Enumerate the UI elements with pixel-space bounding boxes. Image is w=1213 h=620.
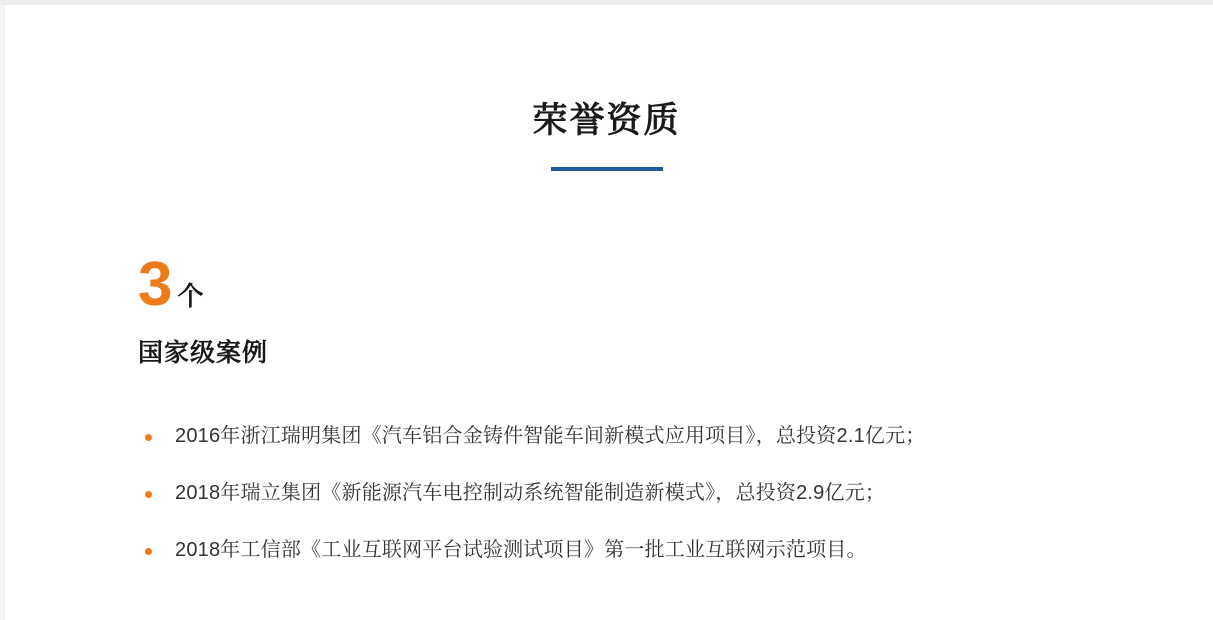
bullet-dot-icon xyxy=(145,491,152,498)
list-item xyxy=(145,537,1165,564)
bullet-dot-icon xyxy=(145,548,152,555)
stat-unit: 个 xyxy=(177,280,204,311)
stat-caption: 国家级案例 xyxy=(138,338,269,367)
stat-highlight xyxy=(138,250,269,369)
list-item-text: 2018年瑞立集团《新能源汽车电控制动系统智能制造新模式》，总投资2.9亿元； xyxy=(175,482,886,504)
bullet-list xyxy=(145,423,1165,594)
list-item-text: 2018年工信部《工业互联网平台试验测试项目》第一批工业互联网示范项目。 xyxy=(175,539,867,561)
list-item xyxy=(145,423,1165,450)
bullet-dot-icon xyxy=(145,434,152,441)
list-item-text: 2016年浙江瑞明集团《汽车铝合金铸件智能车间新模式应用项目》，总投资2.1亿元； xyxy=(175,425,926,447)
title-underline-rule xyxy=(551,167,663,171)
list-item xyxy=(145,480,1165,507)
page-title: 荣誉资质 xyxy=(532,101,681,140)
stat-value-row xyxy=(138,250,268,319)
stat-number: 3 xyxy=(138,250,172,319)
slide-header xyxy=(5,100,1208,171)
slide-canvas xyxy=(5,5,1213,620)
